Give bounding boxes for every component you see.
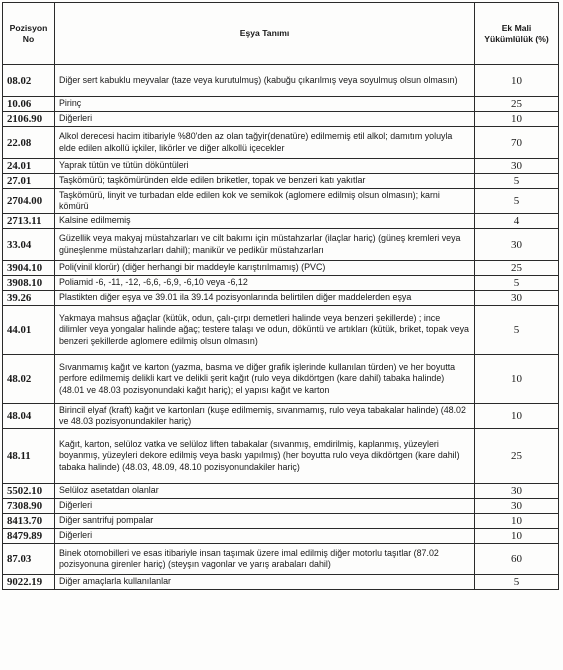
position-code-cell: 8413.70	[3, 514, 55, 529]
table-row	[3, 575, 559, 590]
description-cell: Diğer santrifuj pompalar	[55, 514, 475, 529]
position-code-cell: 9022.19	[3, 575, 55, 590]
rate-cell: 30	[475, 159, 559, 174]
position-code-cell: 3908.10	[3, 276, 55, 291]
description-cell: Binek otomobilleri ve esas itibariyle insan taşımak üzere imal edilmiş diğer motorlu taşıtlar (87.02 pozisyonuna girenler hariç) (steyşın vagonlar ve yarış arabaları dahil)	[55, 544, 475, 575]
table-row	[3, 159, 559, 174]
table-row	[3, 514, 559, 529]
position-code-cell: 10.06	[3, 97, 55, 112]
table-row	[3, 127, 559, 159]
rate-cell: 30	[475, 499, 559, 514]
header-rate: Ek Mali Yükümlülük (%)	[475, 3, 559, 65]
rate-cell: 25	[475, 429, 559, 484]
rate-cell: 10	[475, 112, 559, 127]
rate-cell: 10	[475, 65, 559, 97]
rate-cell: 30	[475, 229, 559, 261]
rate-cell: 5	[475, 276, 559, 291]
position-code-cell: 48.11	[3, 429, 55, 484]
position-code-cell: 7308.90	[3, 499, 55, 514]
description-cell: Alkol derecesi hacim itibariyle %80'den az olan tağyir(denatüre) edilmemiş etil alkol; damıtım yoluyla elde edilen alkollü içkiler, likörler ve diğer alkollü içecekler	[55, 127, 475, 159]
description-cell: Diğerleri	[55, 499, 475, 514]
table-row	[3, 174, 559, 189]
table-row	[3, 404, 559, 429]
description-cell: Kağıt, karton, selüloz vatka ve selüloz liften tabakalar (sıvanmış, emdirilmiş, kaplanmış, yüzeyleri boyanmış, yüzeyleri dekore edilmiş veya baskı yapılmış) (her boyutta rulo veya dikdörtgen (kare dahil) tabaka halinde) (48.03, 48.09, 48.10 pozisyonundakiler hariç)	[55, 429, 475, 484]
position-code-cell: 27.01	[3, 174, 55, 189]
rate-cell: 25	[475, 97, 559, 112]
position-code-cell: 48.02	[3, 355, 55, 404]
table-row	[3, 306, 559, 355]
table-row	[3, 112, 559, 127]
position-code-cell: 44.01	[3, 306, 55, 355]
description-cell: Selüloz asetatdan olanlar	[55, 484, 475, 499]
rate-cell: 10	[475, 529, 559, 544]
description-cell: Plastikten diğer eşya ve 39.01 ila 39.14 pozisyonlarında belirtilen diğer maddelerden eşya	[55, 291, 475, 306]
rate-cell: 10	[475, 355, 559, 404]
position-code-cell: 24.01	[3, 159, 55, 174]
header-position-no: Pozisyon No	[3, 3, 55, 65]
description-cell: Poli(vinil klorür) (diğer herhangi bir maddeyle karıştırılmamış) (PVC)	[55, 261, 475, 276]
rate-cell: 60	[475, 544, 559, 575]
position-code-cell: 33.04	[3, 229, 55, 261]
table-row	[3, 97, 559, 112]
rate-cell: 5	[475, 306, 559, 355]
description-cell: Poliamid -6, -11, -12, -6,6, -6,9, -6,10 veya -6,12	[55, 276, 475, 291]
description-cell: Diğerleri	[55, 529, 475, 544]
rate-cell: 5	[475, 189, 559, 214]
description-cell: Sıvanmamış kağıt ve karton (yazma, basma ve diğer grafik işlerinde kullanılan türden) ve her boyutta perfore edilmemiş delikli kart ve delikli şerit kağıt (rulo veya dikdörtgen (kare dahil) tabaka halinde) (48.01 ve 48.03 pozisyonundaki kağıt hariç); el yapısı kağıt ve karton	[55, 355, 475, 404]
table-row	[3, 65, 559, 97]
description-cell: Pirinç	[55, 97, 475, 112]
description-cell: Güzellik veya makyaj müstahzarları ve cilt bakımı için müstahzarlar (ilaçlar hariç) (güneş kremleri veya güneşlenme müstahzarları dahil); manikür ve pedikür müstahzarları	[55, 229, 475, 261]
description-cell: Diğerleri	[55, 112, 475, 127]
table-row	[3, 355, 559, 404]
position-code-cell: 5502.10	[3, 484, 55, 499]
description-cell: Diğer sert kabuklu meyvalar (taze veya kurutulmuş) (kabuğu çıkarılmış veya soyulmuş olsun olmasın)	[55, 65, 475, 97]
rate-cell: 70	[475, 127, 559, 159]
description-cell: Diğer amaçlarla kullanılanlar	[55, 575, 475, 590]
table-row	[3, 261, 559, 276]
table-row	[3, 499, 559, 514]
position-code-cell: 2704.00	[3, 189, 55, 214]
table-row	[3, 529, 559, 544]
table-row	[3, 429, 559, 484]
position-code-cell: 3904.10	[3, 261, 55, 276]
rate-cell: 10	[475, 404, 559, 429]
rate-cell: 5	[475, 174, 559, 189]
table-header-row	[3, 3, 559, 65]
position-code-cell: 2713.11	[3, 214, 55, 229]
rate-cell: 30	[475, 484, 559, 499]
tariff-table	[2, 2, 559, 590]
position-code-cell: 48.04	[3, 404, 55, 429]
description-cell: Kalsine edilmemiş	[55, 214, 475, 229]
rate-cell: 10	[475, 514, 559, 529]
table-row	[3, 544, 559, 575]
rate-cell: 30	[475, 291, 559, 306]
table-row	[3, 229, 559, 261]
description-cell: Yaprak tütün ve tütün döküntüleri	[55, 159, 475, 174]
table-row	[3, 291, 559, 306]
rate-cell: 5	[475, 575, 559, 590]
position-code-cell: 08.02	[3, 65, 55, 97]
description-cell: Taşkömürü; taşkömüründen elde edilen briketler, topak ve benzeri katı yakıtlar	[55, 174, 475, 189]
description-cell: Taşkömürü, linyit ve turbadan elde edilen kok ve semikok (aglomere edilmiş olsun olmasın); karni kömürü	[55, 189, 475, 214]
position-code-cell: 22.08	[3, 127, 55, 159]
description-cell: Birincil elyaf (kraft) kağıt ve kartonları (kuşe edilmemiş, sıvanmamış, rulo veya tabakalar halinde) (48.02 ve 48.03 pozisyonundakiler hariç)	[55, 404, 475, 429]
description-cell: Yakmaya mahsus ağaçlar (kütük, odun, çalı-çırpı demetleri halinde veya benzeri şekillerde) ; ince dilimler veya yongalar halinde ağaç; testere talaşı ve odun, döküntü ve artıkları (kütük, briket, topak veya benzeri şekillerde aglomere edilmiş olsun olmasın)	[55, 306, 475, 355]
rate-cell: 4	[475, 214, 559, 229]
rate-cell: 25	[475, 261, 559, 276]
position-code-cell: 8479.89	[3, 529, 55, 544]
table-row	[3, 276, 559, 291]
position-code-cell: 39.26	[3, 291, 55, 306]
table-row	[3, 189, 559, 214]
table-row	[3, 484, 559, 499]
header-description: Eşya Tanımı	[55, 3, 475, 65]
table-row	[3, 214, 559, 229]
position-code-cell: 2106.90	[3, 112, 55, 127]
position-code-cell: 87.03	[3, 544, 55, 575]
